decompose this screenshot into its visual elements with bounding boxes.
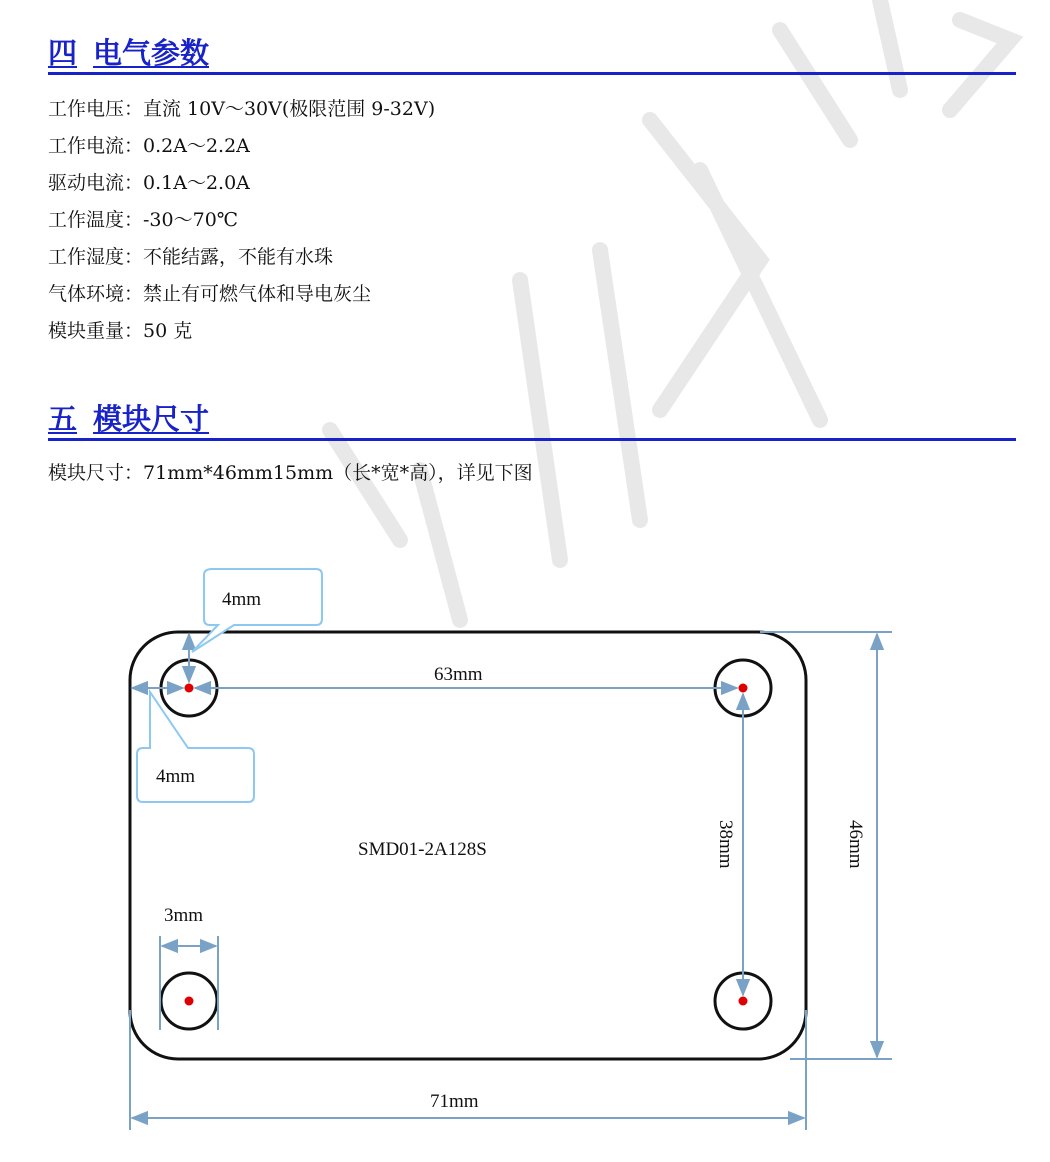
- section-heading: 模块尺寸: [93, 402, 210, 436]
- label-46mm: 46mm: [845, 820, 866, 869]
- param-gas-environment: 气体环境：禁止有可燃气体和导电灰尘: [48, 283, 372, 305]
- section-number: 四: [48, 36, 78, 70]
- label-38mm: 38mm: [715, 820, 736, 869]
- label-63mm: 63mm: [434, 664, 483, 685]
- hole-center: [185, 684, 194, 693]
- label-71mm: 71mm: [430, 1091, 479, 1112]
- param-temperature: 工作温度：-30～70℃: [48, 209, 239, 231]
- callout-4mm-left: [137, 692, 254, 802]
- dimension-drawing: [0, 540, 1050, 1162]
- param-weight: 模块重量：50 克: [48, 320, 193, 342]
- label-4mm-left: 4mm: [156, 766, 196, 787]
- callout-4mm-top: [192, 569, 322, 652]
- param-current: 工作电流：0.2A～2.2A: [48, 135, 250, 157]
- section-heading: 电气参数: [93, 36, 210, 70]
- label-model: SMD01-2A128S: [358, 839, 487, 860]
- section-title-electrical: [48, 36, 1016, 75]
- label-3mm: 3mm: [164, 905, 204, 926]
- hole-center: [185, 997, 194, 1006]
- electrical-params-list: [48, 94, 435, 353]
- section-title-dimensions: [48, 402, 1016, 441]
- param-voltage: 工作电压：直流 10V～30V(极限范围 9-32V): [48, 98, 436, 120]
- hole-center: [739, 997, 748, 1006]
- section-number: 五: [48, 402, 78, 436]
- param-drive-current: 驱动电流：0.1A～2.0A: [48, 172, 250, 194]
- hole-center: [739, 684, 748, 693]
- label-4mm-top: 4mm: [222, 589, 262, 610]
- param-humidity: 工作湿度：不能结露，不能有水珠: [48, 246, 334, 268]
- module-size-line: 模块尺寸：71mm*46mm15mm（长*宽*高），详见下图: [48, 462, 533, 484]
